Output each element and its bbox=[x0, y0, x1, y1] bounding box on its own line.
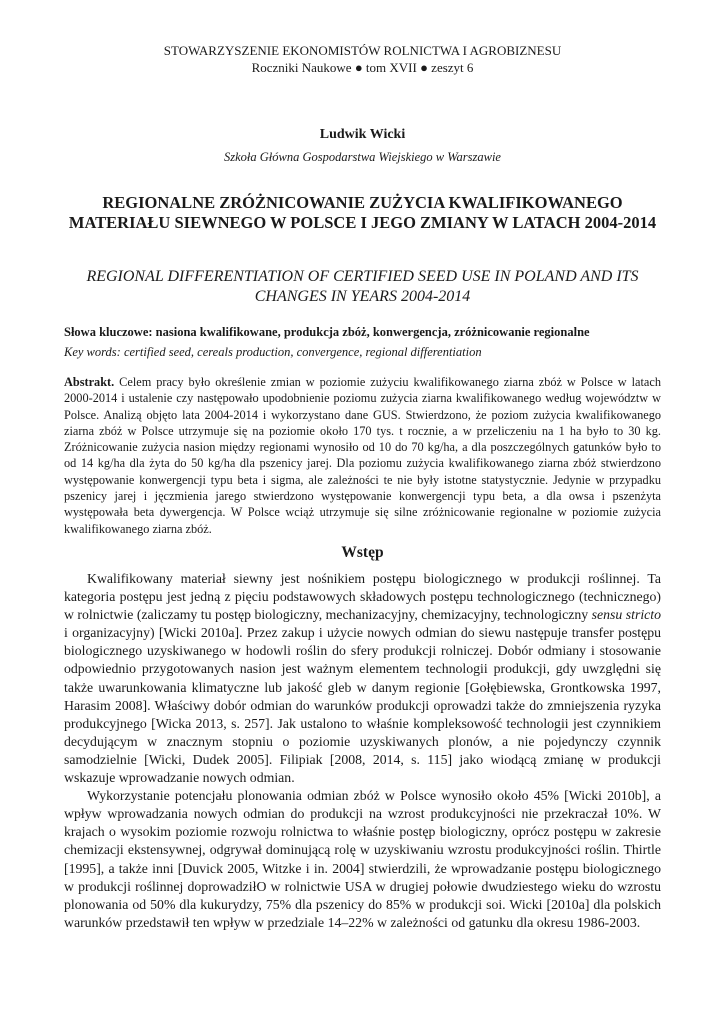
paragraph-2: Wykorzystanie potencjału plonowania odmian zbóż w Polsce wynosiło około 45% [Wicki 2010b], a wpływ wprowadzania nowych odmian do produkcji na wzrost produkcyjności nie przekraczał 10%. W krajach o wysokim poziomie rozwoju rolnictwa to właśnie postęp biologiczny, oprócz postępu w zakresie chemizacji ekstensywnej, odgrywał dominującą rolę w uzyskiwaniu wzrostu produkcyjności roślin. Thirtle [1995], a także inni [Duvick 2005, Witzke i in. 2004] stwierdzili, że wprowadzanie postępu biologicznego w produkcji roślinnej doprowadziłO w rolnictwie USA w drugiej połowie dwudziestego wieku do wzrostu plonowania od 50% dla kukurydzy, 75% dla pszenicy do 85% w produkcji soi. Wicki [2010a] dla polskich warunków przedstawił ten wpływ w przedziale 14–22% w zależności od gatunku dla okresu 1986-2003. bbox=[64, 788, 661, 930]
section-heading: Wstęp bbox=[341, 544, 384, 561]
author-name: Ludwik Wicki bbox=[319, 127, 406, 142]
paragraph-1 bbox=[64, 570, 661, 787]
paragraph-1-italic: sensu stricto bbox=[591, 607, 662, 623]
paragraph-1-part-b: i organizacyjny) [Wicki 2010a]. Przez zakup i użycie nowych odmian do siewu następuje transfer postępu biologicznego uzyskiwanego w hodowli roślin do sfery produkcji rolniczej. Dobór odmiany i stosowanie odpowiednio przygotowanych nasion jest ważnym elementem technologii produkcji, gdy uwzględni się także uwarunkowania klimatyczne lub jakość gleb w danym regionie [Gołębiewska, Grontkowska 1997, Harasim 2008]. Właściwy dobór odmian do warunków produkcji oprowadzi także do zmniejszenia ryzyka produkcyjnego [Wicka 2013, s. 257]. Jak ustalono to właśnie kompleksowość technologii jest czynnikiem decydującym w znacznym stopniu o poziomie uzyskiwanych plonów, a nie pojedynczy czynnik samodzielnie [Wicki, Dudek 2005]. Filipiak [2008, 2014, s. 115] jako wiodącą zmianę w produkcji wskazuje wprowadzanie nowych odmian. bbox=[64, 625, 661, 786]
keywords-english: Key words: certified seed, cereals production, convergence, regional differentiation bbox=[64, 345, 482, 359]
body-text bbox=[64, 570, 661, 932]
title-polish: REGIONALNE ZRÓŻNICOWANIE ZUŻYCIA KWALIFIKOWANEGO MATERIAŁU SIEWNEGO W POLSCE I JEGO ZMIANY W LATACH 2004-2014 bbox=[68, 193, 657, 232]
author-affiliation: Szkoła Główna Gospodarstwa Wiejskiego w Warszawie bbox=[224, 150, 501, 164]
abstract-text: Celem pracy było określenie zmian w poziomie zużyciu kwalifikowanego ziarna zbóż w Polsce w latach 2000-2014 i ustalenie czy następowało upodobnienie poziomu zużycia ziarna kwalifikowanego według województw w Polsce. Analizą objęto lata 2004-2014 i wykorzystano dane GUS. Stwierdzono, że poziom zużycia kwalifikowanego ziarna zbóż w Polsce utrzymuje się na poziomie około 170 tys. t rocznie, a w przeliczeniu na 1 ha było to 30 kg. Zróżnicowanie zużycia nasion między regionami wynosiło od 10 do 70 kg/ha, a dla poszczególnych gatunków było to od 14 kg/ha dla żyta do 50 kg/ha dla pszenicy jarej. Dla poziomu zużycia kwalifikowanego ziarna zbóż stwierdzono występowanie konwergencji typu beta i sigma, ale zależności te nie były istotne statystycznie. Jedynie w przypadku pszenicy jarej i jęczmienia jarego stwierdzono występowanie konwergencji typu beta, a dla owsa i pszenżyta występowała beta dywergencja. W Polsce wciąż utrzymuje się silne zróżnicowanie regionalne w poziomie zużycia kwalifikowanego ziarna zbóż. bbox=[64, 375, 661, 536]
abstract-label: Abstrakt. bbox=[64, 375, 115, 389]
title-english: REGIONAL DIFFERENTIATION OF CERTIFIED SEED USE IN POLAND AND ITS CHANGES IN YEARS 2004-2014 bbox=[86, 268, 639, 305]
keywords-polish: Słowa kluczowe: nasiona kwalifikowane, produkcja zbóż, konwergencja, zróżnicowanie regionalne bbox=[64, 325, 590, 339]
society-name: STOWARZYSZENIE EKONOMISTÓW ROLNICTWA I AGROBIZNESU bbox=[163, 43, 562, 58]
abstract bbox=[64, 374, 661, 537]
volume-info: Roczniki Naukowe ● tom XVII ● zeszyt 6 bbox=[251, 60, 474, 75]
journal-header bbox=[0, 42, 725, 76]
paragraph-1-part-a: Kwalifikowany materiał siewny jest nośnikiem postępu biologicznego w produkcji roślinnej. Ta kategoria postępu jest jedną z pięciu podstawowych składowych postępu technologicznego (technicznego) w rolnictwie (zaliczamy tu postęp biologiczny, mechanizacyjny, chemizacyjny, technologiczny bbox=[64, 571, 661, 623]
